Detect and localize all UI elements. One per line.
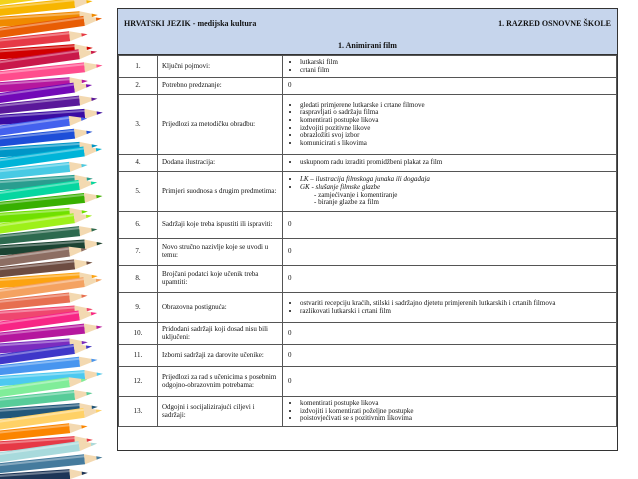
row-label: Sadržaji koje treba ispustiti ili ispraviti: xyxy=(158,212,283,239)
row-value: 0 xyxy=(283,367,617,397)
list-item: • GK - slušanje filmske glazbe xyxy=(300,184,612,192)
list-item: • izdvojiti i komentirati poželjne postupke xyxy=(300,408,612,416)
table-row xyxy=(119,293,617,323)
row-label: Dodana ilustracija: xyxy=(158,155,283,172)
lesson-plan-document xyxy=(117,8,618,451)
colored-pencils-decoration xyxy=(0,0,112,479)
row-label: Odgojni i socijalizirajući ciljevi i sadržaji: xyxy=(158,397,283,427)
row-number: 4. xyxy=(119,155,158,172)
row-number: 2. xyxy=(119,78,158,95)
table-row xyxy=(119,323,617,345)
row-label: Izborni sadržaji za darovite učenike: xyxy=(158,345,283,367)
row-number: 5. xyxy=(119,172,158,212)
row-content xyxy=(283,293,617,323)
table-row xyxy=(119,155,617,172)
row-label: Ključni pojmovi: xyxy=(158,56,283,78)
table-row xyxy=(119,397,617,427)
table-row xyxy=(119,95,617,155)
row-value: 0 xyxy=(283,266,617,293)
table-row xyxy=(119,172,617,212)
subject-title: HRVATSKI JEZIK - medijska kultura xyxy=(124,19,257,28)
row-number: 11. xyxy=(119,345,158,367)
list-item: • gledati primjerene lutkarske i crtane filmove xyxy=(300,102,612,110)
row-label: Prijedlozi za metodičku obradbu: xyxy=(158,95,283,155)
row-number: 8. xyxy=(119,266,158,293)
row-label: Pridodani sadržaji koji dosad nisu bili uključeni: xyxy=(158,323,283,345)
list-item: • razlikovati lutkarski i crtani film xyxy=(300,308,612,316)
row-label: Obrazovna postignuća: xyxy=(158,293,283,323)
row-number: 6. xyxy=(119,212,158,239)
row-label: Potrebno predznanje: xyxy=(158,78,283,95)
list-item: • obrazložiti svoj izbor xyxy=(300,132,612,140)
row-label: Prijedlozi za rad s učenicima s posebnim odgojno-obrazovnim potrebama: xyxy=(158,367,283,397)
row-number: 13. xyxy=(119,397,158,427)
row-value: 0 xyxy=(283,345,617,367)
row-value: 0 xyxy=(283,239,617,266)
table-row xyxy=(119,212,617,239)
grade-title: 1. RAZRED OSNOVNE ŠKOLE xyxy=(498,19,611,28)
row-content xyxy=(283,155,617,172)
lesson-table xyxy=(118,55,617,427)
list-item: • uskupnom radu izraditi promidžbeni plakat za film xyxy=(300,159,612,167)
table-row xyxy=(119,78,617,95)
table-row xyxy=(119,345,617,367)
row-value: 0 xyxy=(283,323,617,345)
row-number: 10. xyxy=(119,323,158,345)
row-label: Novo stručno nazivlje koje se uvodi u temu: xyxy=(158,239,283,266)
table-row xyxy=(119,56,617,78)
list-subitem: - biranje glazbe za film xyxy=(314,198,379,207)
list-item: • raspravljati o sadržaju filma xyxy=(300,109,612,117)
row-content xyxy=(283,172,617,212)
row-number: 7. xyxy=(119,239,158,266)
row-number: 12. xyxy=(119,367,158,397)
list-item: • izdvojiti pozitivne likove xyxy=(300,125,612,133)
row-number: 1. xyxy=(119,56,158,78)
row-content xyxy=(283,56,617,78)
list-item: • komunicirati s likovima xyxy=(300,140,612,148)
row-number: 3. xyxy=(119,95,158,155)
list-item: • komentirati postupke likova xyxy=(300,400,612,408)
list-item: • LK – ilustracija filmskoga junaka ili događaja xyxy=(300,176,612,184)
row-content xyxy=(283,95,617,155)
list-item: • ostvariti recepciju kraćih, stilski i sadržajno djetetu primjerenih lutkarskih i crtanih filmova xyxy=(300,300,612,308)
table-row xyxy=(119,239,617,266)
list-subitem: - zamjećivanje i komentiranje xyxy=(314,190,398,199)
row-label: Brojčani podatci koje učenik treba upamtiti: xyxy=(158,266,283,293)
list-item: • crtani film xyxy=(300,67,612,75)
row-content xyxy=(283,397,617,427)
document-header xyxy=(118,9,617,55)
row-number: 9. xyxy=(119,293,158,323)
table-row xyxy=(119,367,617,397)
lesson-title: 1. Animirani film xyxy=(338,41,397,50)
row-value: 0 xyxy=(283,212,617,239)
list-item: • lutkarski film xyxy=(300,59,612,67)
list-item: • komentirati postupke likova xyxy=(300,117,612,125)
list-item: • poistovjećivati se s pozitivnim likovima xyxy=(300,415,612,423)
row-value: 0 xyxy=(283,78,617,95)
table-row xyxy=(119,266,617,293)
row-label: Primjeri suodnosa s drugim predmetima: xyxy=(158,172,283,212)
